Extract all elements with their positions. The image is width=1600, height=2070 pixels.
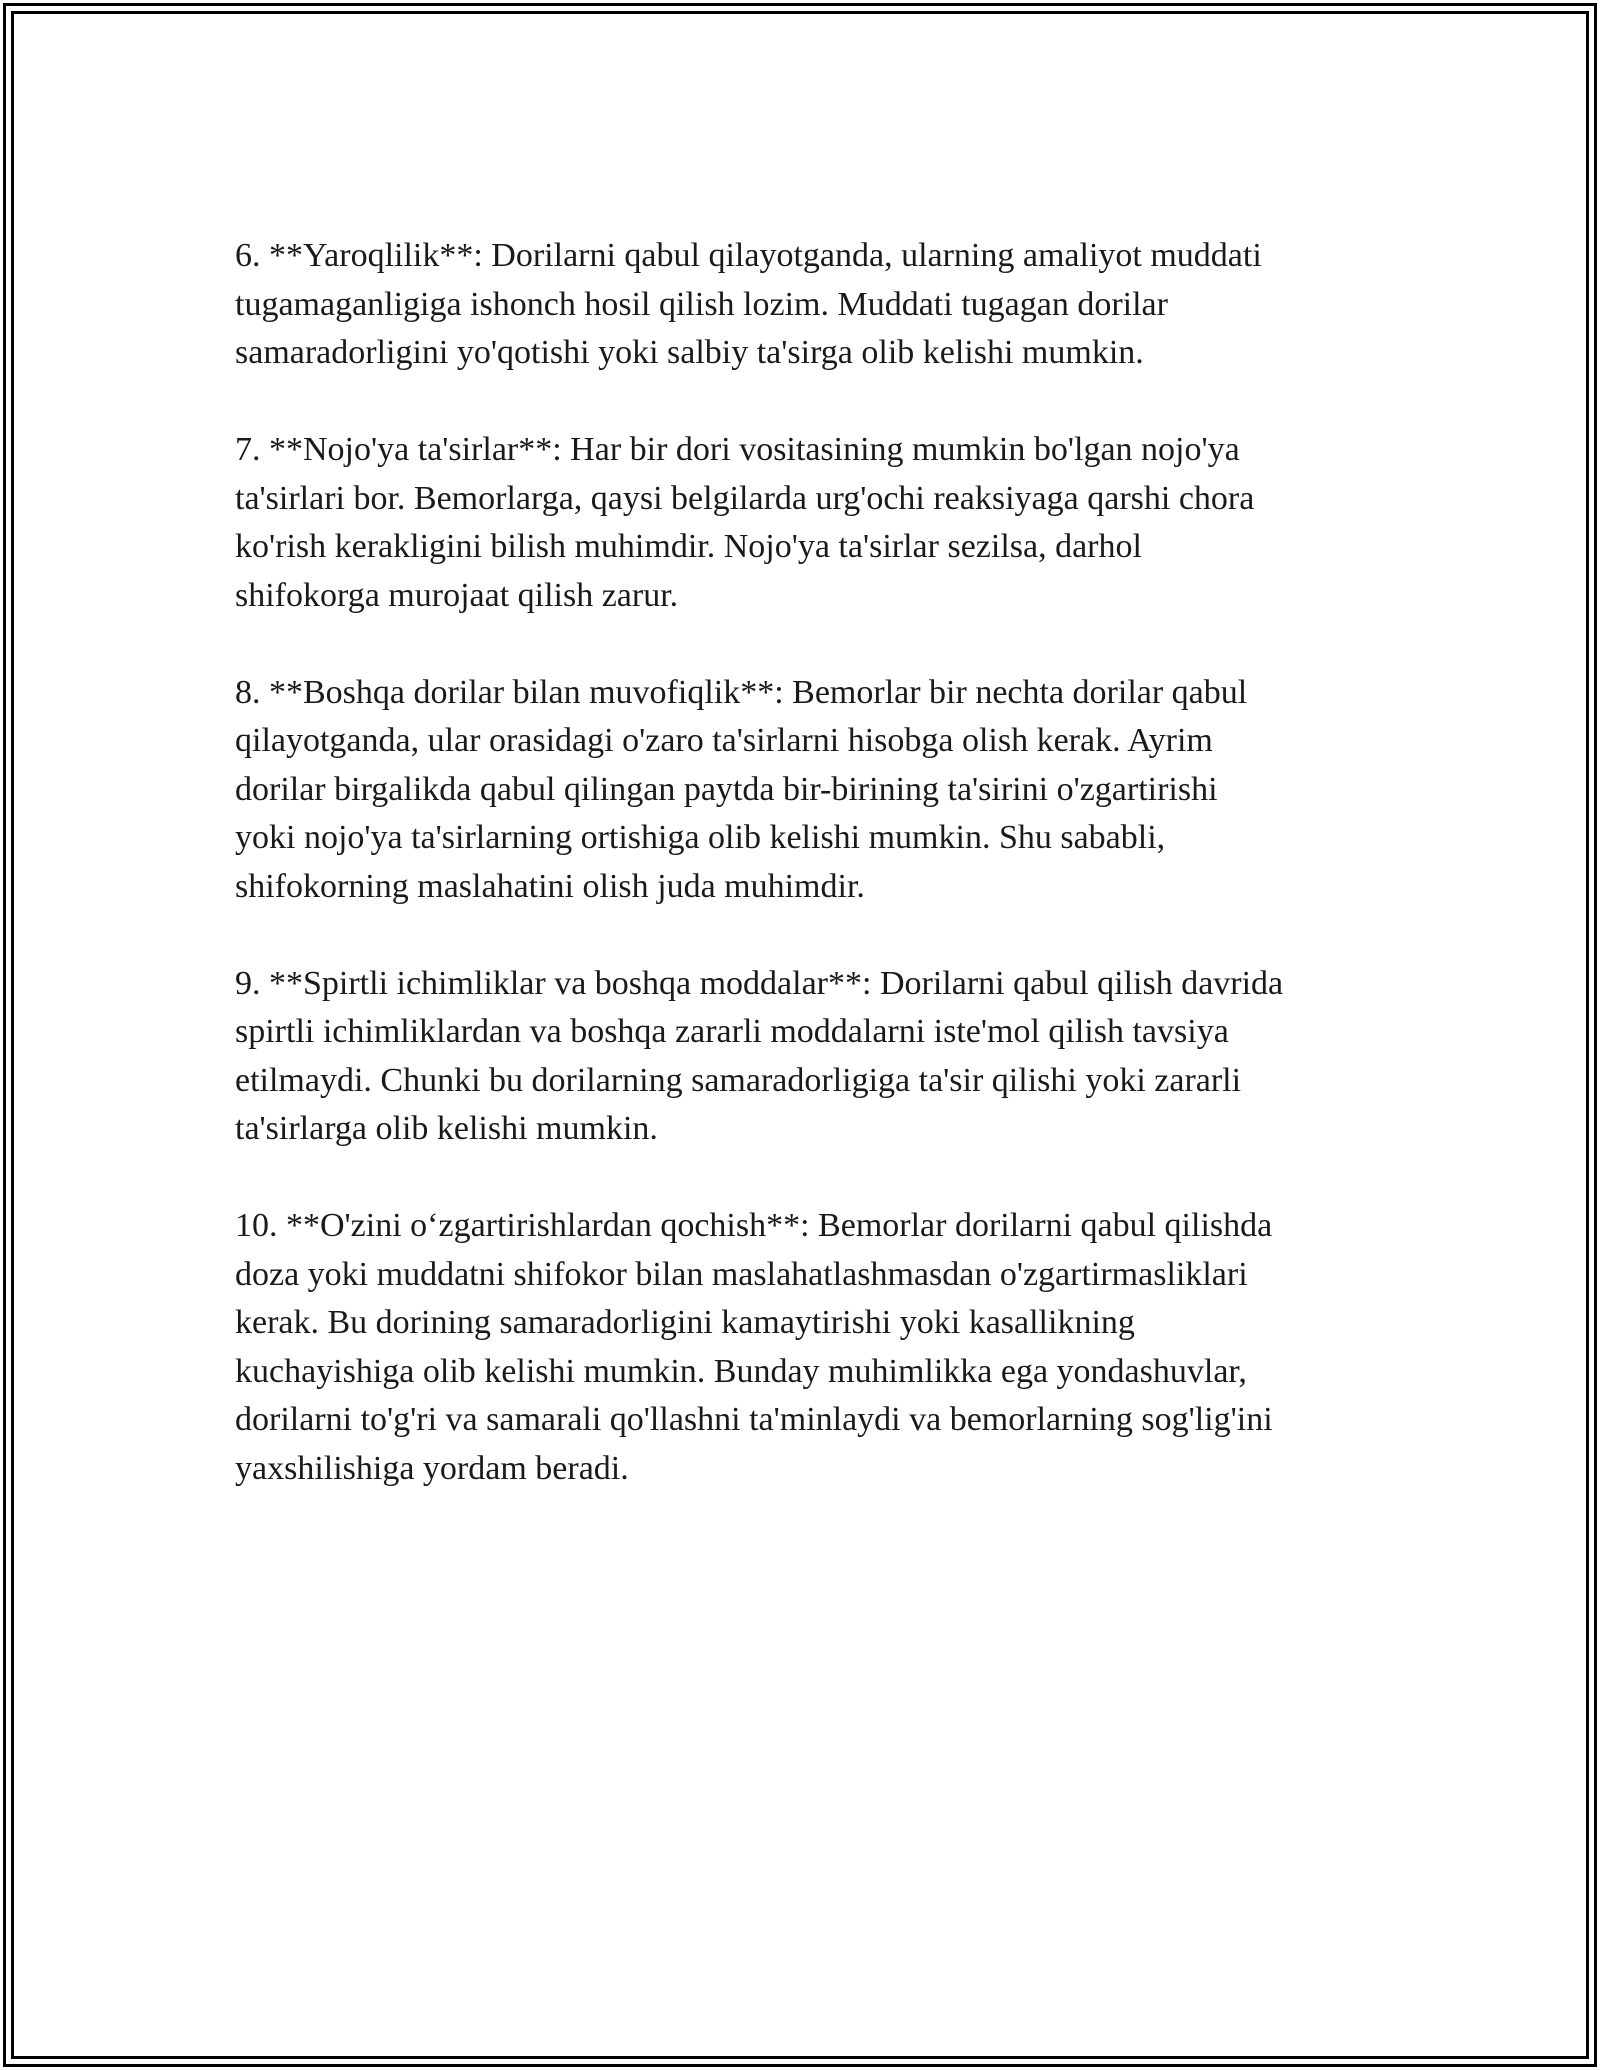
document-body [235, 232, 1395, 1542]
paragraph-alcohol-substances: 9. **Spirtli ichimliklar va boshqa moddalar**: Dorilarni qabul qilish davrida spirtli ichimliklardan va boshqa zararli moddalarni iste'mol qilish tavsiya etilmaydi. Chunki bu dorilarning samaradorligiga ta'sir qilishi yoki zararli ta'sirlarga olib kelishi mumkin. [235, 964, 1284, 1147]
paragraph-side-effects: 7. **Nojo'ya ta'sirlar**: Har bir dori vositasining mumkin bo'lgan nojo'ya ta'sirlari bor. Bemorlarga, qaysi belgilarda urg'ochi reaksiyaga qarshi chora ko'rish kerakligini bilish muhimdir. Nojo'ya ta'sirlar sezilsa, darhol shifokorga murojaat qilish zarur. [235, 431, 1255, 614]
paragraph-shelf-life: 6. **Yaroqlilik**: Dorilarni qabul qilayotganda, ularning amaliyot muddati tugamaganligiga ishonch hosil qilish lozim. Muddati tugagan dorilar samaradorligini yo'qotishi yoki salbiy ta'sirga olib kelishi mumkin. [235, 237, 1262, 371]
paragraph-drug-compatibility: 8. **Boshqa dorilar bilan muvofiqlik**: Bemorlar bir nechta dorilar qabul qilayotganda, ular orasidagi o'zaro ta'sirlarni hisobga olish kerak. Ayrim dorilar birgalikda qabul qilingan paytda bir-birining ta'sirini o'zgartirishi yoki nojo'ya ta'sirlarning ortishiga olib kelishi mumkin. Shu sababli, shifokorning maslahatini olish juda muhimdir. [235, 673, 1248, 905]
paragraph-self-modification: 10. **O'zini o‘zgartirishlardan qochish**: Bemorlar dorilarni qabul qilishda doza yoki muddatni shifokor bilan maslahatlashmasdan o'zgartirmasliklari kerak. Bu dorining samaradorligini kamaytirishi yoki kasallikning kuchayishiga olib kelishi mumkin. Bunday muhimlikka ega yondashuvlar, dorilarni to'g'ri va samarali qo'llashni ta'minlaydi va bemorlarning sog'lig'ini yaxshilishiga yordam beradi. [235, 1207, 1273, 1487]
